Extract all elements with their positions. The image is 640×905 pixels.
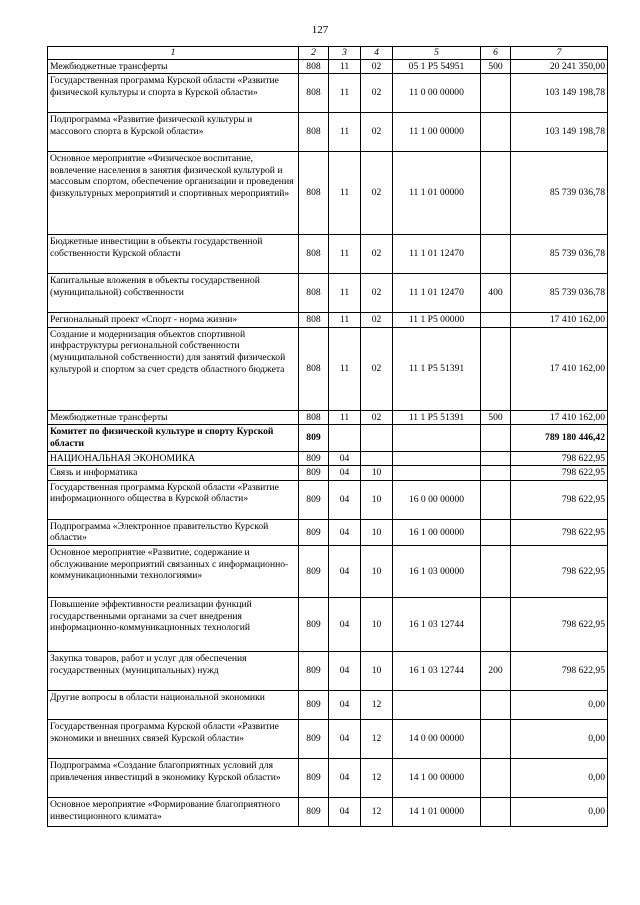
column-number-row xyxy=(48,47,608,60)
expense-type-code-cell: 500 xyxy=(481,59,511,74)
section-code-cell: 11 xyxy=(329,59,361,74)
column-header: 7 xyxy=(511,47,608,60)
target-article-code-cell: 11 0 00 00000 xyxy=(393,74,481,113)
section-code-cell: 04 xyxy=(329,466,361,481)
section-code-cell: 04 xyxy=(329,758,361,797)
section-code-cell xyxy=(329,425,361,451)
target-article-code-cell: 16 1 00 00000 xyxy=(393,519,481,545)
amount-cell: 85 739 036,78 xyxy=(511,235,608,274)
item-name-cell: Подпрограмма «Электронное правительство Курской области» xyxy=(48,519,299,545)
amount-cell: 17 410 162,00 xyxy=(511,410,608,425)
ministry-code-cell: 809 xyxy=(299,451,329,466)
table-row xyxy=(48,651,608,690)
table-row xyxy=(48,451,608,466)
ministry-code-cell: 809 xyxy=(299,651,329,690)
amount-cell: 798 622,95 xyxy=(511,466,608,481)
ministry-code-cell: 808 xyxy=(299,313,329,328)
section-code-cell: 11 xyxy=(329,274,361,313)
amount-cell: 20 241 350,00 xyxy=(511,59,608,74)
expense-type-code-cell xyxy=(481,327,511,410)
item-name-cell: Создание и модернизация объектов спортивной инфраструктуры региональной собственности (муниципальной собственности) для занятий физической культурой и спортом за счет средств областного бюджета xyxy=(48,327,299,410)
table-row xyxy=(48,797,608,826)
target-article-code-cell: 11 1 P5 51391 xyxy=(393,327,481,410)
column-header: 3 xyxy=(329,47,361,60)
subsection-code-cell: 10 xyxy=(361,651,393,690)
target-article-code-cell xyxy=(393,451,481,466)
ministry-code-cell: 808 xyxy=(299,327,329,410)
item-name-cell: Региональный проект «Спорт - норма жизни» xyxy=(48,313,299,328)
ministry-code-cell: 808 xyxy=(299,152,329,235)
section-code-cell: 11 xyxy=(329,410,361,425)
target-article-code-cell xyxy=(393,690,481,719)
item-name-cell: Основное мероприятие «Развитие, содержание и обслуживание мероприятий связанных с информационно-коммуникационными технологиями» xyxy=(48,545,299,597)
subsection-code-cell: 02 xyxy=(361,235,393,274)
target-article-code-cell: 16 0 00 00000 xyxy=(393,480,481,519)
amount-cell: 798 622,95 xyxy=(511,480,608,519)
subsection-code-cell: 12 xyxy=(361,690,393,719)
table-row xyxy=(48,59,608,74)
section-code-cell: 04 xyxy=(329,519,361,545)
subsection-code-cell xyxy=(361,451,393,466)
item-name-cell: Другие вопросы в области национальной экономики xyxy=(48,690,299,719)
expense-type-code-cell xyxy=(481,466,511,481)
target-article-code-cell: 16 1 03 00000 xyxy=(393,545,481,597)
table-row xyxy=(48,425,608,451)
ministry-code-cell: 809 xyxy=(299,519,329,545)
table-body xyxy=(48,59,608,826)
amount-cell: 0,00 xyxy=(511,797,608,826)
table-row xyxy=(48,597,608,651)
subsection-code-cell: 10 xyxy=(361,480,393,519)
subsection-code-cell: 02 xyxy=(361,59,393,74)
expense-type-code-cell xyxy=(481,152,511,235)
table-row xyxy=(48,235,608,274)
section-code-cell: 11 xyxy=(329,152,361,235)
item-name-cell: Повышение эффективности реализации функций государственными органами за счет внедрения информационно-коммуникационных технологий xyxy=(48,597,299,651)
section-code-cell: 04 xyxy=(329,690,361,719)
target-article-code-cell: 16 1 03 12744 xyxy=(393,597,481,651)
page-number: 127 xyxy=(311,24,329,36)
target-article-code-cell: 05 1 P5 54951 xyxy=(393,59,481,74)
subsection-code-cell: 02 xyxy=(361,274,393,313)
table-row xyxy=(48,113,608,152)
ministry-code-cell: 809 xyxy=(299,797,329,826)
item-name-cell: Связь и информатика xyxy=(48,466,299,481)
target-article-code-cell: 11 1 01 00000 xyxy=(393,152,481,235)
expense-type-code-cell: 200 xyxy=(481,651,511,690)
ministry-code-cell: 809 xyxy=(299,466,329,481)
expense-type-code-cell xyxy=(481,113,511,152)
section-code-cell: 04 xyxy=(329,651,361,690)
ministry-code-cell: 808 xyxy=(299,113,329,152)
target-article-code-cell: 14 1 00 00000 xyxy=(393,758,481,797)
amount-cell: 798 622,95 xyxy=(511,519,608,545)
column-header: 2 xyxy=(299,47,329,60)
expense-type-code-cell xyxy=(481,313,511,328)
subsection-code-cell: 02 xyxy=(361,74,393,113)
section-code-cell: 04 xyxy=(329,451,361,466)
target-article-code-cell: 11 1 P5 00000 xyxy=(393,313,481,328)
ministry-code-cell: 809 xyxy=(299,597,329,651)
amount-cell: 17 410 162,00 xyxy=(511,313,608,328)
item-name-cell: Подпрограмма «Создание благоприятных условий для привлечения инвестиций в экономику Курской области» xyxy=(48,758,299,797)
section-code-cell: 11 xyxy=(329,74,361,113)
amount-cell: 0,00 xyxy=(511,758,608,797)
amount-cell: 0,00 xyxy=(511,690,608,719)
amount-cell: 85 739 036,78 xyxy=(511,152,608,235)
item-name-cell: Государственная программа Курской области «Развитие физической культуры и спорта в Курской области» xyxy=(48,74,299,113)
item-name-cell: Межбюджетные трансферты xyxy=(48,59,299,74)
item-name-cell: Закупка товаров, работ и услуг для обеспечения государственных (муниципальных) нужд xyxy=(48,651,299,690)
table-row xyxy=(48,410,608,425)
section-code-cell: 11 xyxy=(329,113,361,152)
ministry-code-cell: 808 xyxy=(299,59,329,74)
amount-cell: 103 149 198,78 xyxy=(511,113,608,152)
item-name-cell: Межбюджетные трансферты xyxy=(48,410,299,425)
ministry-code-cell: 808 xyxy=(299,274,329,313)
target-article-code-cell xyxy=(393,466,481,481)
expense-type-code-cell xyxy=(481,758,511,797)
ministry-code-cell: 809 xyxy=(299,690,329,719)
subsection-code-cell xyxy=(361,425,393,451)
table-row xyxy=(48,719,608,758)
subsection-code-cell: 12 xyxy=(361,797,393,826)
table-row xyxy=(48,74,608,113)
item-name-cell: Подпрограмма «Развитие физической культуры и массового спорта в Курской области» xyxy=(48,113,299,152)
expense-type-code-cell xyxy=(481,797,511,826)
section-code-cell: 04 xyxy=(329,545,361,597)
table-row xyxy=(48,466,608,481)
subsection-code-cell: 10 xyxy=(361,519,393,545)
table-row xyxy=(48,758,608,797)
table-row xyxy=(48,690,608,719)
subsection-code-cell: 10 xyxy=(361,466,393,481)
ministry-code-cell: 808 xyxy=(299,235,329,274)
item-name-cell: Государственная программа Курской области «Развитие экономики и внешних связей Курской области» xyxy=(48,719,299,758)
subsection-code-cell: 10 xyxy=(361,545,393,597)
section-code-cell: 11 xyxy=(329,235,361,274)
expense-type-code-cell xyxy=(481,451,511,466)
item-name-cell: Основное мероприятие «Формирование благоприятного инвестиционного климата» xyxy=(48,797,299,826)
amount-cell: 789 180 446,42 xyxy=(511,425,608,451)
expense-type-code-cell xyxy=(481,425,511,451)
amount-cell: 103 149 198,78 xyxy=(511,74,608,113)
column-header: 4 xyxy=(361,47,393,60)
item-name-cell: Государственная программа Курской области «Развитие информационного общества в Курской области» xyxy=(48,480,299,519)
column-header: 1 xyxy=(48,47,299,60)
column-header: 5 xyxy=(393,47,481,60)
target-article-code-cell: 11 1 01 12470 xyxy=(393,274,481,313)
item-name-cell: Основное мероприятие «Физическое воспитание, вовлечение населения в занятия физической культурой и массовым спортом, обеспечение организации и проведения физкультурных мероприятий и спортивных мероприятий» xyxy=(48,152,299,235)
expense-type-code-cell xyxy=(481,597,511,651)
ministry-code-cell: 808 xyxy=(299,74,329,113)
table-row xyxy=(48,519,608,545)
table-row xyxy=(48,313,608,328)
table-row xyxy=(48,480,608,519)
subsection-code-cell: 02 xyxy=(361,152,393,235)
expense-type-code-cell: 500 xyxy=(481,410,511,425)
amount-cell: 798 622,95 xyxy=(511,651,608,690)
amount-cell: 0,00 xyxy=(511,719,608,758)
section-code-cell: 04 xyxy=(329,597,361,651)
subsection-code-cell: 02 xyxy=(361,313,393,328)
expense-type-code-cell xyxy=(481,690,511,719)
section-code-cell: 04 xyxy=(329,797,361,826)
table-row xyxy=(48,152,608,235)
ministry-code-cell: 809 xyxy=(299,425,329,451)
expense-type-code-cell xyxy=(481,545,511,597)
item-name-cell: Комитет по физической культуре и спорту Курской области xyxy=(48,425,299,451)
budget-table xyxy=(47,46,608,827)
ministry-code-cell: 809 xyxy=(299,758,329,797)
expense-type-code-cell xyxy=(481,74,511,113)
ministry-code-cell: 809 xyxy=(299,545,329,597)
target-article-code-cell: 11 1 01 12470 xyxy=(393,235,481,274)
target-article-code-cell: 11 1 P5 51391 xyxy=(393,410,481,425)
subsection-code-cell: 02 xyxy=(361,327,393,410)
subsection-code-cell: 12 xyxy=(361,758,393,797)
section-code-cell: 04 xyxy=(329,719,361,758)
target-article-code-cell: 14 1 01 00000 xyxy=(393,797,481,826)
target-article-code-cell: 16 1 03 12744 xyxy=(393,651,481,690)
section-code-cell: 11 xyxy=(329,313,361,328)
ministry-code-cell: 808 xyxy=(299,410,329,425)
amount-cell: 798 622,95 xyxy=(511,545,608,597)
amount-cell: 798 622,95 xyxy=(511,597,608,651)
amount-cell: 798 622,95 xyxy=(511,451,608,466)
target-article-code-cell: 14 0 00 00000 xyxy=(393,719,481,758)
table-row xyxy=(48,545,608,597)
section-code-cell: 11 xyxy=(329,327,361,410)
ministry-code-cell: 809 xyxy=(299,719,329,758)
expense-type-code-cell xyxy=(481,480,511,519)
amount-cell: 85 739 036,78 xyxy=(511,274,608,313)
item-name-cell: Бюджетные инвестиции в объекты государственной собственности Курской области xyxy=(48,235,299,274)
target-article-code-cell xyxy=(393,425,481,451)
item-name-cell: НАЦИОНАЛЬНАЯ ЭКОНОМИКА xyxy=(48,451,299,466)
table-row xyxy=(48,327,608,410)
subsection-code-cell: 10 xyxy=(361,597,393,651)
expense-type-code-cell xyxy=(481,719,511,758)
column-header: 6 xyxy=(481,47,511,60)
table-row xyxy=(48,274,608,313)
subsection-code-cell: 02 xyxy=(361,113,393,152)
amount-cell: 17 410 162,00 xyxy=(511,327,608,410)
subsection-code-cell: 12 xyxy=(361,719,393,758)
section-code-cell: 04 xyxy=(329,480,361,519)
item-name-cell: Капитальные вложения в объекты государственной (муниципальной) собственности xyxy=(48,274,299,313)
target-article-code-cell: 11 1 00 00000 xyxy=(393,113,481,152)
expense-type-code-cell: 400 xyxy=(481,274,511,313)
expense-type-code-cell xyxy=(481,519,511,545)
ministry-code-cell: 809 xyxy=(299,480,329,519)
subsection-code-cell: 02 xyxy=(361,410,393,425)
expense-type-code-cell xyxy=(481,235,511,274)
